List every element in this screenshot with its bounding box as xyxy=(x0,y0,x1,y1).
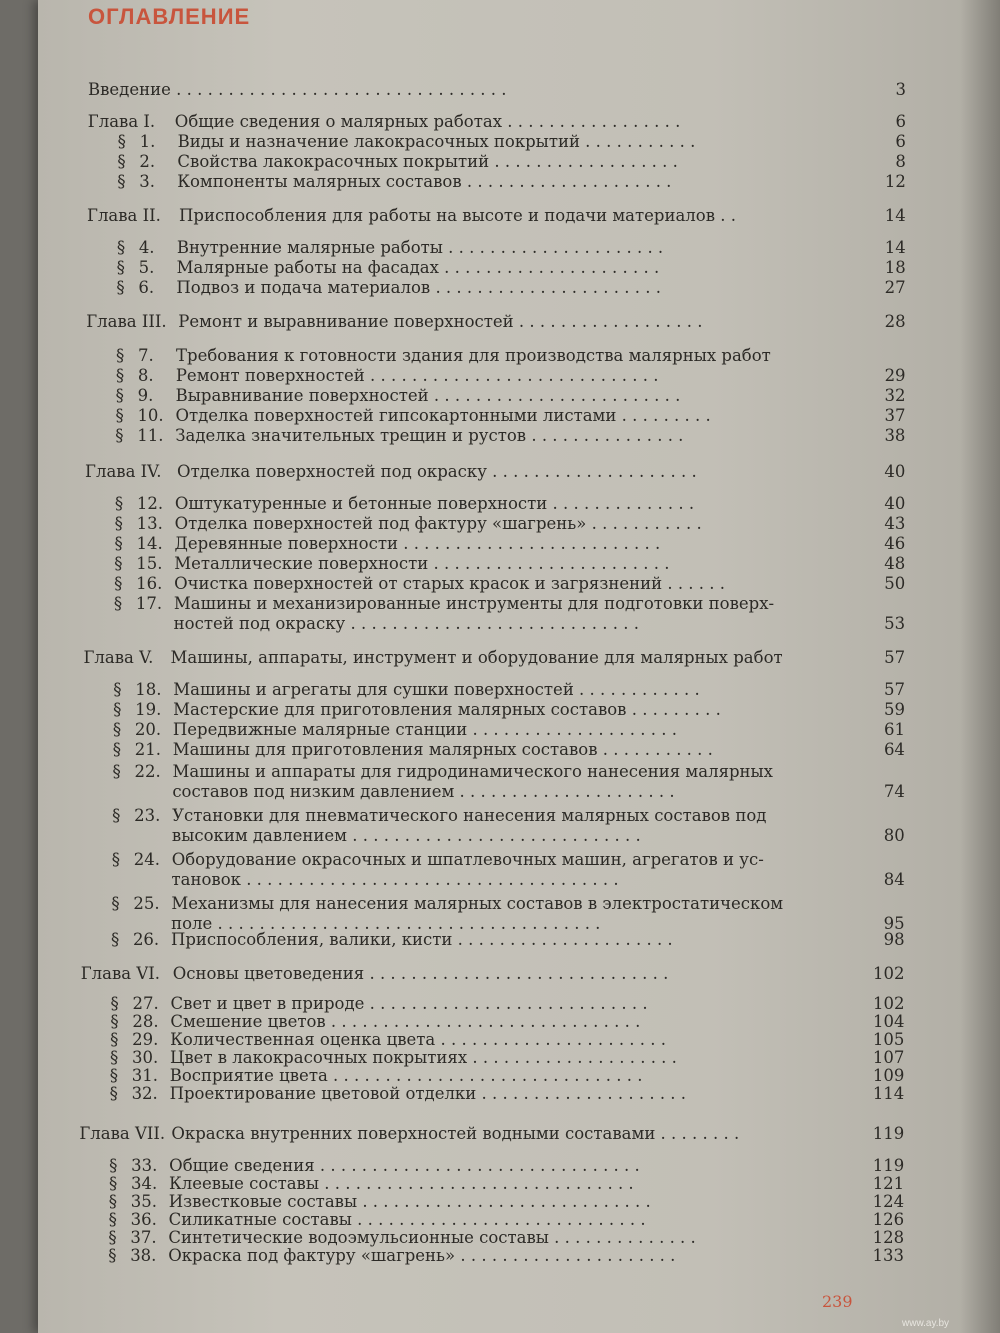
section-number: 3. xyxy=(139,172,155,191)
section-number: 35. xyxy=(130,1192,158,1211)
section-sign: § xyxy=(108,1174,118,1193)
toc-entry-title: Проектирование цветовой отделки . . . . . . . . . . . . . . . . . . . . xyxy=(169,1084,687,1103)
toc-entry-title: Общие сведения о малярных работах . . . . . . . . . . . . . . . . . xyxy=(174,112,681,131)
toc-entry-title: Машины, аппараты, инструмент и оборудование для малярных работ xyxy=(170,648,783,667)
toc-entry-title: Заделка значительных трещин и рустов . . . . . . . . . . . . . . . xyxy=(175,426,684,445)
section-number: 16. xyxy=(136,574,163,593)
section-sign: § xyxy=(110,1030,119,1049)
toc-page-number: 84 xyxy=(883,870,905,889)
toc-page-number: 50 xyxy=(884,574,906,593)
section-sign: § xyxy=(114,574,123,593)
toc-page-number: 14 xyxy=(884,206,906,225)
section-sign: § xyxy=(117,172,126,191)
toc-page-number: 53 xyxy=(884,614,906,633)
toc-entry-title: Силикатные составы . . . . . . . . . . . . . . . . . . . . . . . . . . . . xyxy=(168,1210,646,1229)
section-number: 19. xyxy=(135,700,162,719)
toc-page-number: 119 xyxy=(872,1156,905,1175)
toc-entry-title: Окраска внутренних поверхностей водными составами . . . . . . . . xyxy=(171,1124,740,1143)
section-sign: § xyxy=(116,278,125,297)
section-sign: § xyxy=(115,426,124,445)
section-number: 33. xyxy=(131,1156,158,1175)
toc-page-number: 40 xyxy=(884,494,906,513)
section-sign: § xyxy=(112,762,121,781)
section-number: 26. xyxy=(132,930,160,949)
section-number: 17. xyxy=(135,594,163,613)
chapter-label: Глава V. xyxy=(83,648,154,667)
toc-page-number: 57 xyxy=(884,648,906,667)
chapter-label: Глава VII. xyxy=(79,1124,166,1143)
toc-entry-title: Машины и агрегаты для сушки поверхностей . . . . . . . . . . . . xyxy=(173,680,700,699)
toc-entry-title: Установки для пневматического нанесения малярных составов под xyxy=(172,806,767,825)
section-sign: § xyxy=(117,152,126,171)
section-number: 2. xyxy=(139,152,156,171)
toc-page-number: 124 xyxy=(872,1192,905,1211)
toc-entry-title: Приспособления для работы на высоте и подачи материалов . . xyxy=(179,206,736,225)
toc-page-number: 48 xyxy=(884,554,906,573)
toc-page-number: 95 xyxy=(883,914,905,933)
section-number: 9. xyxy=(137,386,154,405)
toc-page-number: 74 xyxy=(883,782,905,801)
toc-entry-title: Малярные работы на фасадах . . . . . . . . . . . . . . . . . . . . . xyxy=(176,258,660,277)
toc-entry-title: Известковые составы . . . . . . . . . . . . . . . . . . . . . . . . . . . . xyxy=(168,1192,651,1211)
chapter-label: Глава II. xyxy=(87,206,161,225)
toc-page-number: 46 xyxy=(884,534,906,553)
section-sign: § xyxy=(109,1084,118,1103)
toc-page-number: 8 xyxy=(895,152,906,171)
section-number: 18. xyxy=(135,680,162,699)
toc-heading: ОГЛАВЛЕНИЕ xyxy=(88,4,251,29)
toc-entry-title: ностей под окраску . . . . . . . . . . . . . . . . . . . . . . . . . . . . xyxy=(173,614,639,633)
toc-page-number: 14 xyxy=(884,238,906,257)
section-sign: § xyxy=(115,386,124,405)
toc-entry-title: Виды и назначение лакокрасочных покрытий . . . . . . . . . . . xyxy=(177,132,696,151)
section-number: 7. xyxy=(138,346,154,365)
toc-entry-title: Внутренние малярные работы . . . . . . . . . . . . . . . . . . . . . xyxy=(176,238,664,257)
toc-page-number: 6 xyxy=(895,112,906,131)
toc-page-number: 57 xyxy=(884,680,906,699)
toc-page-number: 104 xyxy=(872,1012,905,1031)
section-sign: § xyxy=(116,238,126,257)
section-number: 6. xyxy=(138,278,155,297)
toc-entry-title: составов под низким давлением . . . . . . . . . . . . . . . . . . . . . xyxy=(172,782,675,801)
section-sign: § xyxy=(109,1048,119,1067)
section-number: 34. xyxy=(130,1174,158,1193)
toc-page-number: 40 xyxy=(884,462,906,481)
section-sign: § xyxy=(115,406,124,425)
toc-page-number: 114 xyxy=(872,1084,905,1103)
section-number: 23. xyxy=(134,806,161,825)
toc-entry-title: Металлические поверхности . . . . . . . . . . . . . . . . . . . . . . . xyxy=(174,554,670,573)
section-number: 1. xyxy=(139,132,156,151)
toc-page-number: 27 xyxy=(884,278,906,297)
toc-page-number: 102 xyxy=(873,994,905,1013)
toc-entry-title: Оборудование окрасочных и шпатлевочных машин, агрегатов и ус- xyxy=(171,850,764,869)
section-sign: § xyxy=(114,554,123,573)
section-number: 36. xyxy=(130,1210,157,1229)
section-number: 30. xyxy=(131,1048,159,1067)
section-sign: § xyxy=(110,1012,119,1031)
toc-page-number: 59 xyxy=(884,700,906,719)
section-number: 5. xyxy=(138,258,155,277)
toc-page-number: 3 xyxy=(895,80,906,99)
toc-page-number: 6 xyxy=(895,132,906,151)
toc-page-number: 37 xyxy=(884,406,906,425)
section-sign: § xyxy=(108,1228,117,1247)
toc-entry-title: Машины для приготовления малярных составов . . . . . . . . . . . xyxy=(172,740,713,759)
toc-entry-title: высоким давлением . . . . . . . . . . . . . . . . . . . . . . . . . . . . xyxy=(171,826,641,845)
toc-page-number: 38 xyxy=(884,426,906,445)
section-sign: § xyxy=(110,930,120,949)
toc-page-number: 121 xyxy=(872,1174,905,1193)
section-number: 13. xyxy=(136,514,163,533)
toc-page-number: 29 xyxy=(884,366,906,385)
section-sign: § xyxy=(113,594,123,613)
section-number: 4. xyxy=(138,238,155,257)
toc-entry-title: Общие сведения . . . . . . . . . . . . . . . . . . . . . . . . . . . . . . . xyxy=(169,1156,640,1175)
section-number: 25. xyxy=(133,894,160,913)
toc-page-number: 12 xyxy=(884,172,906,191)
toc-entry-title: Восприятие цвета . . . . . . . . . . . . . . . . . . . . . . . . . . . . . . xyxy=(169,1066,643,1085)
toc-entry-title: Компоненты малярных составов . . . . . . . . . . . . . . . . . . . . xyxy=(177,172,672,191)
section-number: 10. xyxy=(137,406,164,425)
toc-page-number: 105 xyxy=(872,1030,905,1049)
toc-page-number: 64 xyxy=(883,740,905,759)
section-sign: § xyxy=(113,680,122,699)
toc-page-number: 109 xyxy=(872,1066,905,1085)
chapter-label: Глава VI. xyxy=(80,964,161,983)
toc-entry-title: Основы цветоведения . . . . . . . . . . . . . . . . . . . . . . . . . . . . . xyxy=(172,964,669,983)
section-sign: § xyxy=(114,534,123,553)
section-number: 38. xyxy=(130,1246,157,1265)
toc-entry-title: тановок . . . . . . . . . . . . . . . . . . . . . . . . . . . . . . . . . . . . xyxy=(171,870,619,889)
section-sign: § xyxy=(108,1192,118,1211)
toc-entry-title: Отделка поверхностей под окраску . . . . . . . . . . . . . . . . . . . . xyxy=(177,462,697,481)
toc-entry-title: Смешение цветов . . . . . . . . . . . . . . . . . . . . . . . . . . . . . . xyxy=(170,1012,641,1031)
toc-page-number: 61 xyxy=(883,720,905,739)
toc-entry-title: Окраска под фактуру «шагрень» . . . . . . . . . . . . . . . . . . . . . xyxy=(168,1246,676,1265)
section-number: 31. xyxy=(131,1066,158,1085)
section-number: 29. xyxy=(132,1030,159,1049)
toc-entry-title: Передвижные малярные станции . . . . . . . . . . . . . . . . . . . . xyxy=(172,720,678,739)
toc-entry-title: Подвоз и подача материалов . . . . . . . . . . . . . . . . . . . . . . xyxy=(176,278,661,297)
section-sign: § xyxy=(111,894,120,913)
section-sign: § xyxy=(117,132,126,151)
toc-entry-title: Приспособления, валики, кисти . . . . . . . . . . . . . . . . . . . . . xyxy=(170,930,673,949)
toc-page-number: 28 xyxy=(884,312,906,331)
section-sign: § xyxy=(111,850,120,869)
toc-entry-title: Выравнивание поверхностей . . . . . . . . . . . . . . . . . . . . . . . . xyxy=(175,386,681,405)
toc-entry-title: Отделка поверхностей под фактуру «шагрень» . . . . . . . . . . . xyxy=(174,514,702,533)
toc-entry-title: поле . . . . . . . . . . . . . . . . . . . . . . . . . . . . . . . . . . . . . xyxy=(171,914,601,933)
toc-entry-title: Введение . . . . . . . . . . . . . . . . . . . . . . . . . . . . . . . . xyxy=(88,80,507,99)
section-sign: § xyxy=(109,1156,118,1175)
toc-page-number: 18 xyxy=(884,258,906,277)
toc-entry-title: Отделка поверхностей гипсокартонными листами . . . . . . . . . xyxy=(175,406,711,425)
section-sign: § xyxy=(109,1066,118,1085)
toc-entry-title: Машины и механизированные инструменты для подготовки поверх- xyxy=(173,594,775,613)
section-number: 37. xyxy=(130,1228,157,1247)
section-number: 12. xyxy=(136,494,164,513)
toc-page-number: 128 xyxy=(872,1228,905,1247)
toc-entry-title: Оштукатуренные и бетонные поверхности . . . . . . . . . . . . . . xyxy=(174,494,695,513)
section-number: 28. xyxy=(132,1012,159,1031)
section-sign: § xyxy=(116,346,125,365)
section-number: 27. xyxy=(132,994,159,1013)
watermark: www.ay.by xyxy=(902,1318,950,1329)
toc-entry-title: Ремонт и выравнивание поверхностей . . . . . . . . . . . . . . . . . . xyxy=(178,312,703,331)
toc-page-number: 32 xyxy=(884,386,906,405)
toc-page-number: 119 xyxy=(872,1124,905,1143)
section-number: 8. xyxy=(137,366,154,385)
section-sign: § xyxy=(112,720,122,739)
toc-page-number: 43 xyxy=(884,514,906,533)
section-sign: § xyxy=(108,1210,117,1229)
toc-entry-title: Свойства лакокрасочных покрытий . . . . . . . . . . . . . . . . . . xyxy=(177,152,678,171)
toc-entry-title: Деревянные поверхности . . . . . . . . . . . . . . . . . . . . . . . . . xyxy=(174,534,661,553)
section-sign: § xyxy=(113,700,122,719)
section-number: 24. xyxy=(133,850,160,869)
section-sign: § xyxy=(114,494,124,513)
toc-entry-title: Цвет в лакокрасочных покрытиях . . . . . . . . . . . . . . . . . . . . xyxy=(169,1048,677,1067)
toc-page-number: 98 xyxy=(883,930,905,949)
section-sign: § xyxy=(108,1246,117,1265)
section-sign: § xyxy=(110,994,119,1013)
section-number: 20. xyxy=(134,720,162,739)
toc-entry-title: Машины и аппараты для гидродинамического нанесения малярных xyxy=(172,762,773,781)
page-number: 239 xyxy=(822,1292,853,1311)
section-number: 32. xyxy=(131,1084,158,1103)
toc-entry-title: Свет и цвет в природе . . . . . . . . . . . . . . . . . . . . . . . . . . . xyxy=(170,994,648,1013)
section-number: 11. xyxy=(137,426,164,445)
section-sign: § xyxy=(116,258,125,277)
toc-entry-title: Мастерские для приготовления малярных составов . . . . . . . . . xyxy=(173,700,721,719)
toc-page-number: 107 xyxy=(872,1048,905,1067)
toc-entry-title: Количественная оценка цвета . . . . . . . . . . . . . . . . . . . . . . xyxy=(170,1030,667,1049)
section-number: 14. xyxy=(136,534,163,553)
section-sign: § xyxy=(112,806,121,825)
section-number: 21. xyxy=(134,740,161,759)
toc-entry-title: Очистка поверхностей от старых красок и загрязнений . . . . . . xyxy=(174,574,726,593)
toc-page-number: 126 xyxy=(872,1210,905,1229)
section-number: 22. xyxy=(134,762,161,781)
toc-page-number: 80 xyxy=(883,826,905,845)
toc-page-number: 133 xyxy=(872,1246,905,1265)
chapter-label: Глава III. xyxy=(86,312,167,331)
section-sign: § xyxy=(115,366,125,385)
toc-entry-title: Ремонт поверхностей . . . . . . . . . . . . . . . . . . . . . . . . . . . . xyxy=(175,366,659,385)
chapter-label: Глава I. xyxy=(87,112,156,131)
toc-entry-title: Требования к готовности здания для производства малярных работ xyxy=(176,346,771,365)
toc-entry-title: Клеевые составы . . . . . . . . . . . . . . . . . . . . . . . . . . . . . . xyxy=(168,1174,634,1193)
toc-entry-title: Синтетические водоэмульсионные составы . . . . . . . . . . . . . . xyxy=(168,1228,696,1247)
section-sign: § xyxy=(114,514,123,533)
section-number: 15. xyxy=(136,554,163,573)
section-sign: § xyxy=(112,740,121,759)
toc-page-number: 102 xyxy=(873,964,905,983)
toc-entry-title: Механизмы для нанесения малярных составов в электростатическом xyxy=(171,894,784,913)
chapter-label: Глава IV. xyxy=(85,462,162,481)
